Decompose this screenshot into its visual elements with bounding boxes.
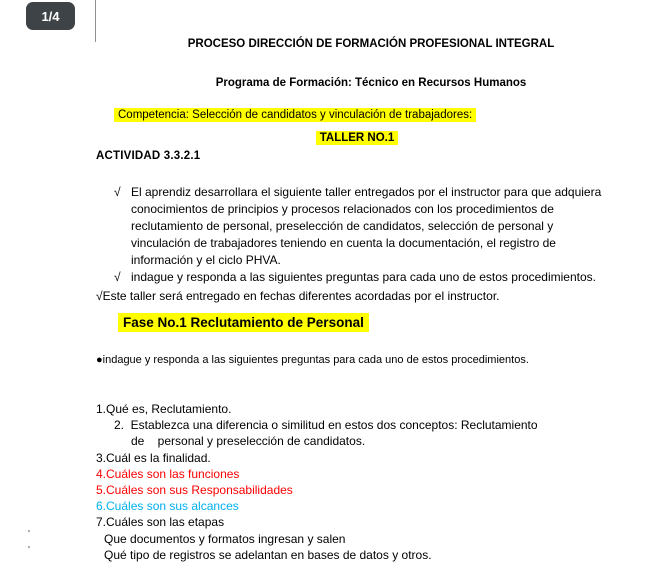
- page-number-badge: 1/4: [26, 2, 75, 30]
- actividad-line: ACTIVIDAD 3.3.2.1: [96, 150, 201, 162]
- question-1: 1.Qué es, Reclutamiento.: [96, 402, 232, 416]
- question-5: 5.Cuáles son sus Responsabilidades: [96, 483, 293, 498]
- question-2: 2. Establezca una diferencia o similitud en estos dos conceptos: Reclutamiento: [114, 418, 538, 433]
- question-7: 7.Cuáles son las etapas: [96, 515, 225, 530]
- bullet-item-2: [114, 269, 646, 286]
- fase-heading: Fase No.1 Reclutamiento de Personal: [118, 313, 369, 332]
- fase-row: [118, 315, 369, 330]
- question-6: 6.Cuáles son sus alcances: [96, 499, 239, 514]
- taller-row: [82, 132, 632, 144]
- competencia-row: [114, 109, 476, 121]
- question-3: 3.Cuál es la finalidad.: [96, 450, 211, 465]
- document-title: PROCESO DIRECCIÓN DE FORMACIÓN PROFESIONAL INTEGRAL: [187, 38, 555, 50]
- check-marker-icon: √: [114, 185, 121, 199]
- delivery-note: √Este taller será entregado en fechas diferentes acordadas por el instructor.: [96, 289, 500, 303]
- margin-tick: ': [28, 529, 30, 540]
- sub-question-1: Que documentos y formatos ingresan y salen: [104, 531, 346, 546]
- bullet-text-1: El aprendiz desarrollara el siguiente taller entregados por el instructor para que adquiera conocimientos de principios y procesos relacionados con los procedimientos de reclutamiento de personal, preselección de candidatos, selección de personal y vinculación de trabajadores teniendo en cuenta la documentación, el registro de información y el ciclo PHVA.: [131, 185, 602, 267]
- program-line: Programa de Formación: Técnico en Recursos Humanos: [215, 77, 527, 89]
- sub-question-2: Qué tipo de registros se adelantan en bases de datos y otros.: [104, 547, 432, 562]
- bullet-text-2: indague y responda a las siguientes preguntas para cada uno de estos procedimientos.: [131, 270, 596, 284]
- question-list: [96, 401, 628, 563]
- taller-highlight: TALLER NO.1: [316, 131, 399, 145]
- competencia-highlight: Competencia: Selección de candidatos y vinculación de trabajadores:: [114, 108, 476, 122]
- check-marker-icon: √: [114, 270, 121, 284]
- instruction-line: ●indague y responda a las siguientes preguntas para cada uno de estos procedimientos.: [96, 354, 529, 366]
- document-page: [96, 0, 646, 571]
- bullet-list: [114, 184, 646, 286]
- margin-tick: ': [28, 545, 30, 556]
- bullet-item-1: [114, 184, 646, 269]
- question-4: 4.Cuáles son las funciones: [96, 466, 240, 481]
- question-2-continuation: de personal y preselección de candidatos.: [131, 434, 366, 449]
